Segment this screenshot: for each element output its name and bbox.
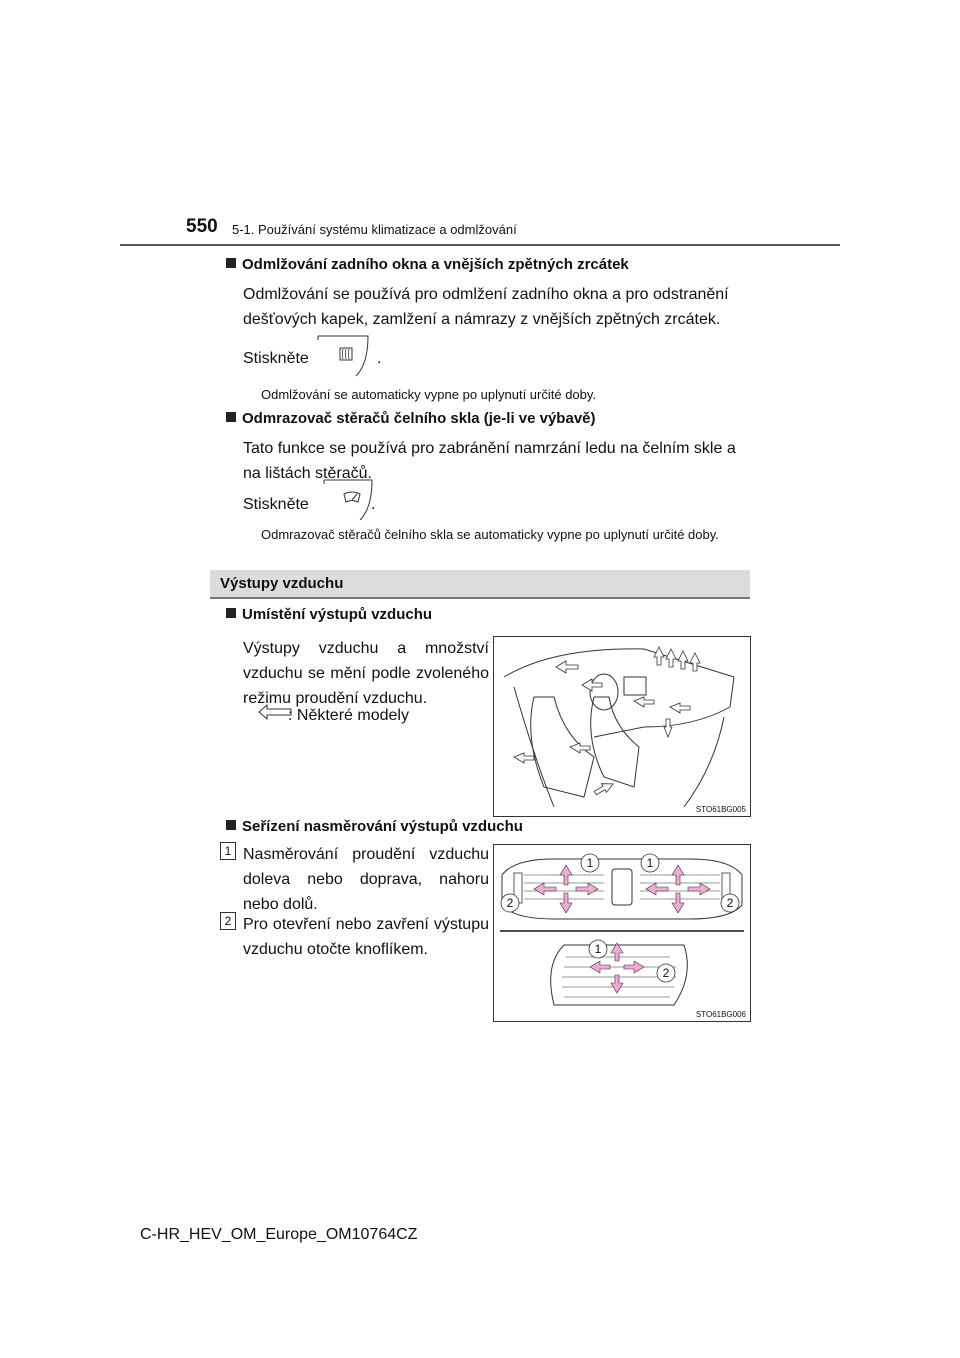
vent-adjust-item-2: Pro otevření nebo zavření výstupu vzduchu otočte knoflíkem. <box>243 916 489 958</box>
vent-location-legend: : Některé modely <box>288 707 409 724</box>
callout-1: 1 <box>646 856 654 870</box>
rear-window-defogger-icon <box>316 334 372 378</box>
figure-code: STO61BG006 <box>695 1010 746 1019</box>
callout-2: 2 <box>662 966 670 980</box>
callout-2: 2 <box>506 896 514 910</box>
callout-1: 1 <box>594 942 602 956</box>
vent-adjust-heading: Seřízení nasměrování výstupů vzduchu <box>226 818 523 835</box>
rear-defog-note: Odmlžování se automaticky vypne po uplynutí určité doby. <box>261 387 597 402</box>
figure-code: STO61BG005 <box>695 805 746 814</box>
footer-doc-id: C-HR_HEV_OM_Europe_OM10764CZ <box>140 1226 418 1243</box>
square-bullet-icon <box>226 258 236 268</box>
square-bullet-icon <box>226 608 236 618</box>
callout-2: 2 <box>726 896 734 910</box>
square-bullet-icon <box>226 820 236 830</box>
wiper-deicer-heading: Odmrazovač stěračů čelního skla (je-li ve výbavě) <box>226 410 596 427</box>
windshield-wiper-deicer-icon <box>322 478 376 522</box>
wiper-deicer-press-label: Stiskněte <box>243 496 309 513</box>
vent-location-text: Výstupy vzduchu a množství vzduchu se mění podle zvoleného režimu proudění vzduchu. <box>243 640 489 707</box>
vent-adjust-item-1: Nasměrování proudění vzduchu doleva nebo doprava, nahoru nebo dolů. <box>243 846 489 913</box>
wiper-deicer-note: Odmrazovač stěračů čelního skla se automaticky vypne po uplynutí určité doby. <box>261 527 719 542</box>
section-title: Výstupy vzduchu <box>220 575 344 592</box>
callout-1: 1 <box>586 856 594 870</box>
page-number: 550 <box>186 216 218 237</box>
section-header <box>210 570 750 599</box>
wiper-deicer-press-end: . <box>371 496 376 513</box>
step-marker-1: 1 <box>220 842 236 860</box>
outlined-arrow-icon <box>258 704 292 720</box>
air-vent-location-figure <box>493 636 751 817</box>
square-bullet-icon <box>226 412 236 422</box>
rear-defog-text: Odmlžování se používá pro odmlžení zadního okna a pro odstranění dešťových kapek, zamlžení a námrazy z vnějších zpětných zrcátek. <box>243 286 729 328</box>
header-divider <box>120 244 840 246</box>
step-marker-2: 2 <box>220 912 236 930</box>
chapter-title: 5-1. Používání systému klimatizace a odmlžování <box>232 222 517 237</box>
rear-defog-press-label: Stiskněte <box>243 350 309 367</box>
air-vent-adjust-figure <box>493 844 751 1022</box>
wiper-deicer-text: Tato funkce se používá pro zabránění namrzání ledu na čelním skle a na lištách stěračů. <box>243 440 736 482</box>
rear-defog-press-end: . <box>377 350 382 367</box>
rear-defog-heading: Odmlžování zadního okna a vnějších zpětných zrcátek <box>226 256 629 273</box>
vent-location-heading: Umístění výstupů vzduchu <box>226 606 432 623</box>
